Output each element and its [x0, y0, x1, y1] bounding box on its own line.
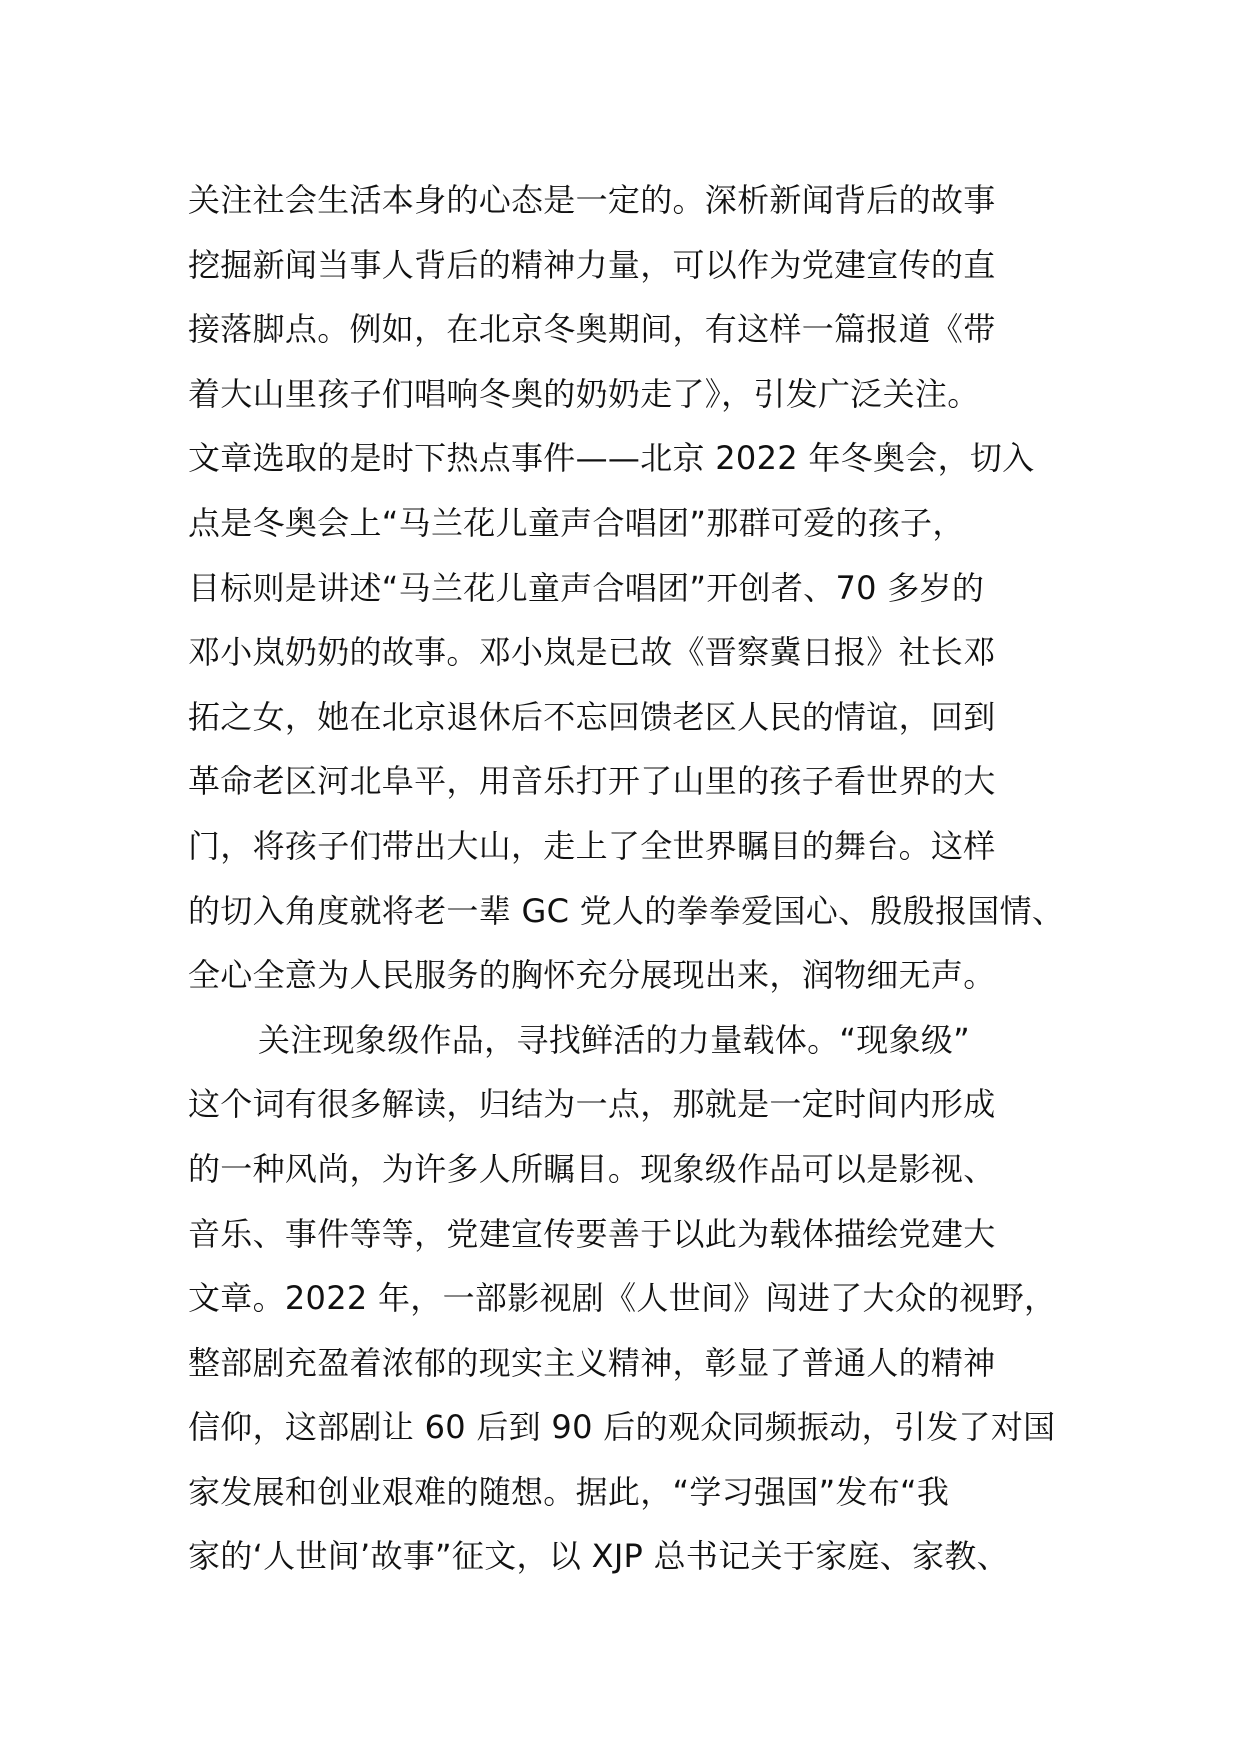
text-line: 邓小岚奶奶的故事。邓小岚是已故《晋察冀日报》社长邓: [188, 633, 996, 672]
text-line: 的切入角度就将老一辈 GC 党人的拳拳爱国心、殷殷报国情、: [188, 891, 1065, 930]
text-line: 信仰，这部剧让 60 后到 90 后的观众同频振动，引发了对国: [188, 1408, 1056, 1447]
text-line: 目标则是讲述“马兰花儿童声合唱团”开创者、70 多岁的: [188, 568, 985, 607]
body-text: [188, 168, 1088, 1589]
paragraph-start-line: 关注现象级作品，寻找鲜活的力量载体。“现象级”: [258, 1020, 971, 1059]
text-line: 革命老区河北阜平，用音乐打开了山里的孩子看世界的大: [188, 762, 996, 801]
text-line: 文章。2022 年，一部影视剧《人世间》闯进了大众的视野，: [188, 1279, 1057, 1318]
text-line: 全心全意为人民服务的胸怀充分展现出来，润物细无声。: [188, 956, 996, 995]
text-line: 文章选取的是时下热点事件——北京 2022 年冬奥会，切入: [188, 439, 1035, 478]
text-line: 关注社会生活本身的心态是一定的。深析新闻背后的故事: [188, 181, 996, 219]
text-line: 拓之女，她在北京退休后不忘回馈老区人民的情谊，回到: [188, 697, 996, 736]
text-line: 家的‘人世间’故事”征文，以 XJP 总书记关于家庭、家教、: [188, 1537, 1009, 1576]
text-line: 门，将孩子们带出大山，走上了全世界瞩目的舞台。这样: [188, 826, 996, 865]
text-line: 音乐、事件等等，党建宣传要善于以此为载体描绘党建大: [188, 1214, 996, 1253]
text-line: 家发展和创业艰难的随想。据此，“学习强国”发布“我: [188, 1472, 950, 1511]
text-line: 整部剧充盈着浓郁的现实主义精神，彰显了普通人的精神: [188, 1343, 996, 1382]
text-line: 这个词有很多解读，归结为一点，那就是一定时间内形成: [188, 1085, 996, 1124]
text-line: 点是冬奥会上“马兰花儿童声合唱团”那群可爱的孩子，: [188, 503, 965, 542]
text-line: 的一种风尚，为许多人所瞩目。现象级作品可以是影视、: [188, 1149, 996, 1188]
text-line: 着大山里孩子们唱响冬奥的奶奶走了》，引发广泛关注。: [188, 374, 980, 413]
text-line: 接落脚点。例如，在北京冬奥期间，有这样一篇报道《带: [188, 310, 996, 349]
text-line: 挖掘新闻当事人背后的精神力量，可以作为党建宣传的直: [188, 245, 996, 284]
